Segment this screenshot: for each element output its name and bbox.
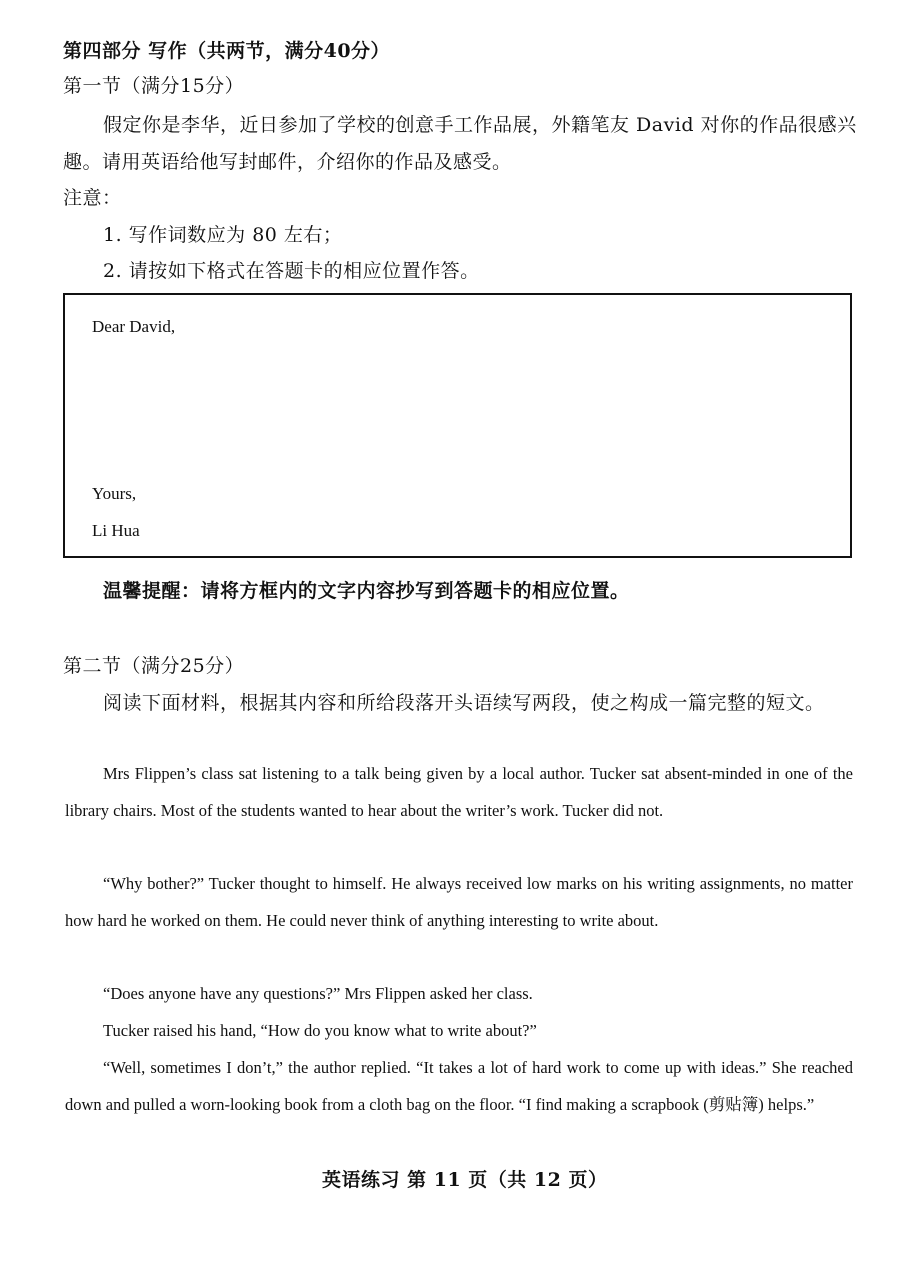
story-p4-text: Tucker raised his hand, “How do you know what to write about?” bbox=[103, 1021, 537, 1040]
story-paragraph-3 bbox=[65, 975, 853, 1012]
story-p3-text: “Does anyone have any questions?” Mrs Flippen asked her class. bbox=[103, 984, 533, 1003]
story-p1-text: Mrs Flippen’s class sat listening to a talk being given by a local author. Tucker sat absent-minded in one of the library chairs. Most of the students wanted to hear about the writer’s work. Tucker did not. bbox=[65, 764, 853, 820]
section1-prompt-line2: 趣。请用英语给他写封邮件，介绍你的作品及感受。 bbox=[63, 151, 512, 173]
story-paragraph-5 bbox=[65, 1049, 853, 1123]
reminder-text: 温馨提醒：请将方框内的文字内容抄写到答题卡的相应位置。 bbox=[103, 580, 630, 602]
story-paragraph-4 bbox=[65, 1012, 853, 1049]
story-paragraph-1 bbox=[65, 755, 853, 829]
section2-title: 第二节（满分25分） bbox=[63, 655, 245, 677]
note-1: 1. 写作词数应为 80 左右； bbox=[103, 224, 343, 246]
story-p2-text: “Why bother?” Tucker thought to himself. He always received low marks on his writing assignments, no matter how hard he worked on them. He could never think of anything interesting to write about. bbox=[65, 874, 853, 930]
page-footer: 英语练习 第 11 页（共 12 页） bbox=[322, 1169, 608, 1191]
story-p5-text: “Well, sometimes I don’t,” the author replied. “It takes a lot of hard work to come up with ideas.” She reached down and pulled a worn-looking book from a cloth bag on the floor. “I find making a scrapbook (剪贴簿) helps.” bbox=[65, 1058, 853, 1114]
letter-signature: Li Hua bbox=[92, 521, 140, 540]
section1-prompt-line1: 假定你是李华，近日参加了学校的创意手工作品展，外籍笔友 David 对你的作品很感兴 bbox=[103, 114, 857, 136]
note-2: 2. 请按如下格式在答题卡的相应位置作答。 bbox=[103, 260, 480, 282]
letter-format-box bbox=[63, 293, 852, 558]
story-paragraph-2 bbox=[65, 865, 853, 939]
section1-title: 第一节（满分15分） bbox=[63, 75, 245, 97]
notes-label: 注意： bbox=[63, 187, 122, 209]
part-heading: 第四部分 写作（共两节，满分40分） bbox=[63, 40, 391, 62]
letter-closing: Yours, bbox=[92, 484, 137, 503]
letter-greeting: Dear David, bbox=[92, 317, 176, 336]
section2-instruction: 阅读下面材料，根据其内容和所给段落开头语续写两段，使之构成一篇完整的短文。 bbox=[103, 692, 825, 714]
